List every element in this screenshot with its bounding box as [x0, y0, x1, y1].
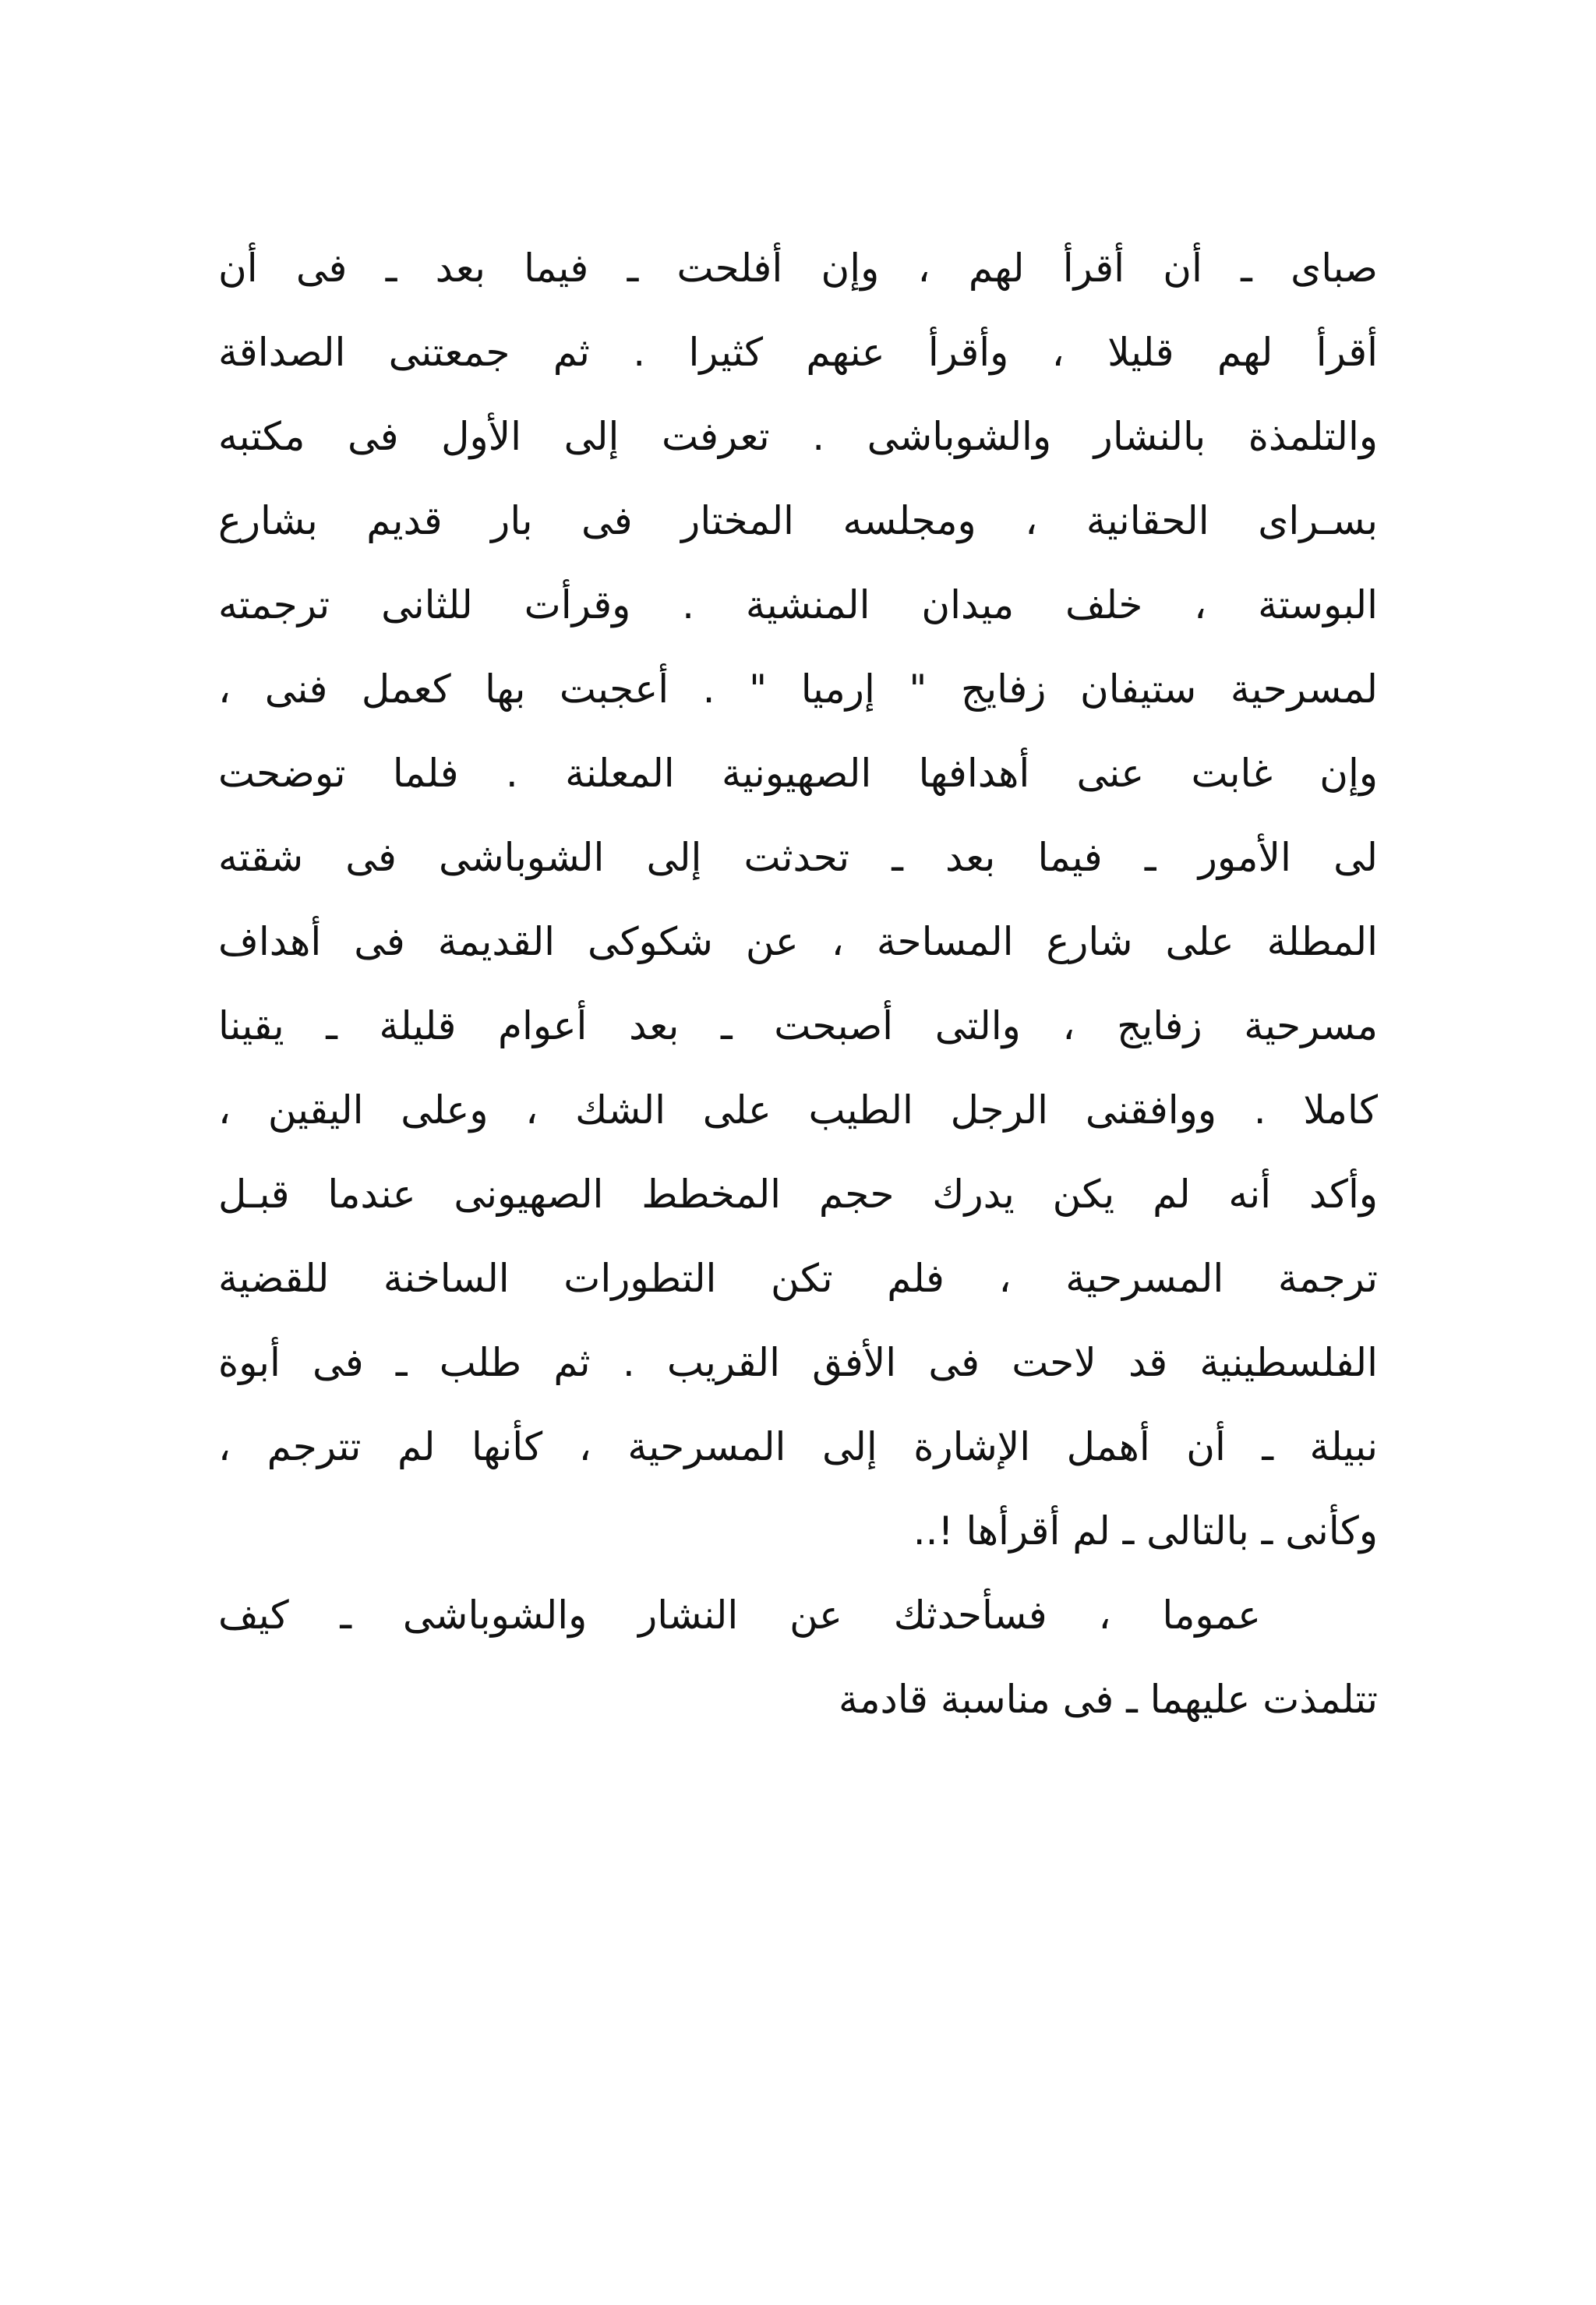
text-line: الفلسطينية قد لاحت فى الأفق القريب . ثم طلب ـ فى أبوة — [218, 1340, 1378, 1385]
text-line: لمسرحية ستيفان زفايج " إرميا " . أعجبت بها كعمل فنى ، — [218, 666, 1378, 712]
text-line: وكأنى ـ بالتالى ـ لم أقرأها !.. — [913, 1508, 1378, 1554]
text-line: ترجمة المسرحية ، فلم تكن التطورات الساخنة للقضية — [218, 1256, 1378, 1301]
paragraph — [218, 1573, 1378, 1741]
text-line: لى الأمور ـ فيما بعد ـ تحدثت إلى الشوباشى فى شقته — [218, 835, 1378, 880]
text-line: المطلة على شارع المساحة ، عن شكوكى القديمة فى أهداف — [218, 919, 1378, 964]
text-line: عموما ، فسأحدثك عن النشار والشوباشى ـ كيف — [218, 1593, 1261, 1638]
body-text — [218, 226, 1378, 1741]
paragraph — [218, 226, 1378, 1573]
text-line: مسرحية زفايج ، والتى أصبحت ـ بعد أعوام قليلة ـ يقينا — [218, 1003, 1378, 1048]
text-line: كاملا . ووافقنى الرجل الطيب على الشك ، وعلى اليقين ، — [218, 1087, 1378, 1133]
text-line: والتلمذة بالنشار والشوباشى . تعرفت إلى الأول فى مكتبه — [218, 414, 1378, 459]
text-line: نبيلة ـ أن أهمل الإشارة إلى المسرحية ، كأنها لم تترجم ، — [218, 1424, 1378, 1469]
text-line: أقرأ لهم قليلا ، وأقرأ عنهم كثيرا . ثم جمعتنى الصداقة — [218, 330, 1378, 375]
text-line: تتلمذت عليهما ـ فى مناسبة قادمة — [838, 1677, 1378, 1722]
text-line: وأكد أنه لم يكن يدرك حجم المخطط الصهيونى عندما قبـل — [218, 1172, 1378, 1217]
text-line: البوستة ، خلف ميدان المنشية . وقرأت للثانى ترجمته — [218, 582, 1378, 628]
text-line: صباى ـ أن أقرأ لهم ، وإن أفلحت ـ فيما بعد ـ فى أن — [218, 246, 1378, 291]
text-line: وإن غابت عنى أهدافها الصهيونية المعلنة . فلما توضحت — [218, 751, 1378, 796]
text-line: بسـراى الحقانية ، ومجلسه المختار فى بار قديم بشارع — [218, 498, 1378, 543]
